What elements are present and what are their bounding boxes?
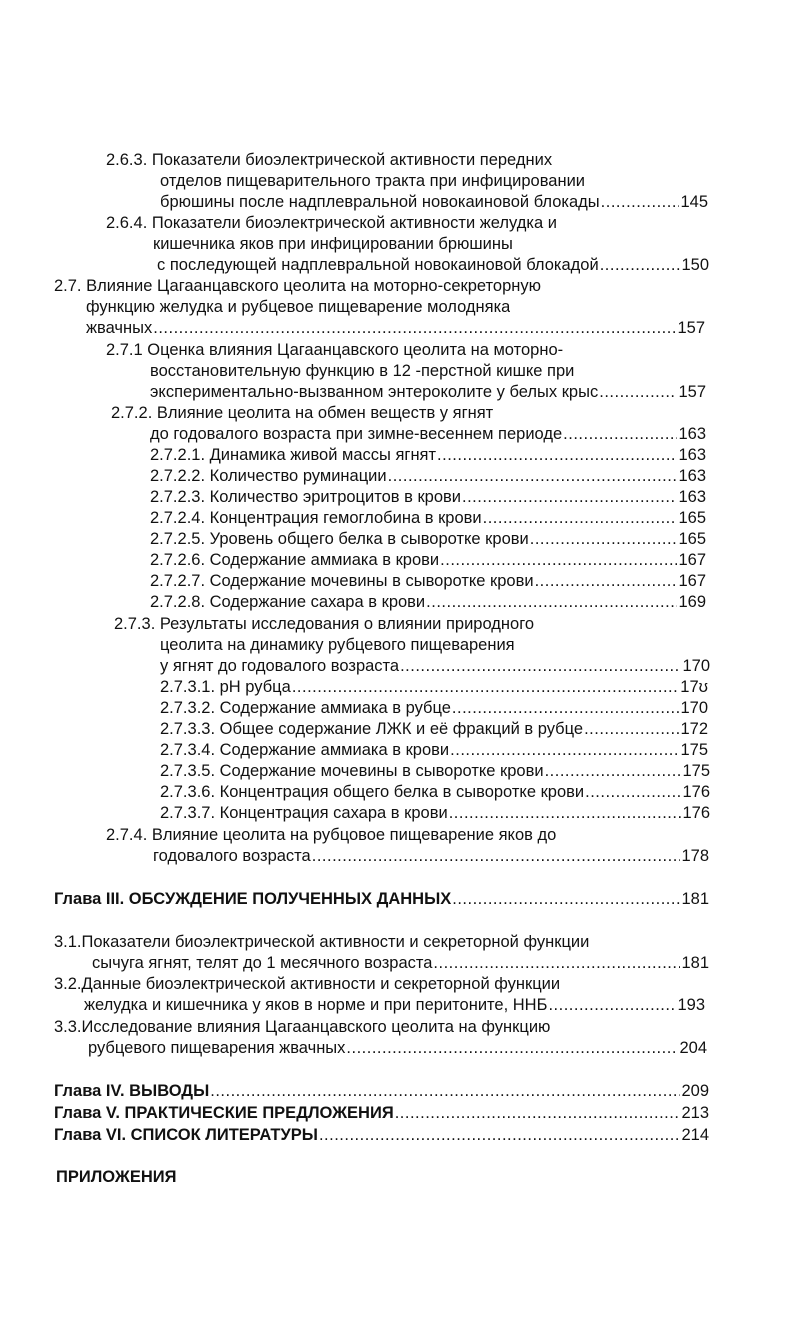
toc-entry-2-7-2-6[interactable]: [150, 550, 706, 571]
toc-entry-2-7-3-1[interactable]: [160, 677, 708, 698]
toc-line: цеолита на динамику рубцевого пищеварения: [160, 636, 515, 654]
toc-entry-title: Глава IV. ВЫВОДЫ: [54, 1082, 210, 1100]
toc-page-number: 165: [678, 509, 706, 527]
toc-page-number: 163: [678, 446, 706, 464]
dot-leader: [433, 953, 680, 974]
toc-entry-title: брюшины после надплевральной новокаиновой блокады: [160, 193, 600, 211]
toc-entry-title: 2.7.3.1. pH рубца: [160, 678, 291, 696]
dot-leader: [483, 508, 678, 529]
toc-page-number: 150: [681, 256, 709, 274]
toc-page-number: 209: [681, 1082, 709, 1100]
toc-entry-title: Глава VI. СПИСОК ЛИТЕРАТУРЫ: [54, 1126, 318, 1144]
toc-entry-2-6-4[interactable]: [157, 255, 709, 276]
toc-line: 2.7.3. Результаты исследования о влиянии природного: [114, 615, 535, 633]
toc-page-number: 178: [681, 847, 709, 865]
toc-page-number: 165: [678, 530, 706, 548]
toc-line: 3.2.Данные биоэлектрической активности и секреторной функции: [54, 975, 561, 993]
dot-leader: [548, 995, 676, 1016]
toc-page-number: 181: [681, 954, 709, 972]
toc-line: 2.7.4. Влияние цеолита на рубцовое пищеварение яков до: [106, 826, 557, 844]
dot-leader: [426, 592, 677, 613]
dot-leader: [449, 803, 682, 824]
toc-entry-title: Глава V. ПРАКТИЧЕСКИЕ ПРЕДЛОЖЕНИЯ: [54, 1104, 394, 1122]
toc-line: 3.3.Исследование влияния Цагаанцавского цеолита на функцию: [54, 1018, 551, 1036]
toc-entry-2-7-3-4[interactable]: [160, 740, 708, 761]
toc-entry-2-7-2-3[interactable]: [150, 487, 706, 508]
toc-entry-2-7-3-7[interactable]: [160, 803, 710, 824]
dot-leader: [319, 1125, 681, 1146]
toc-page-number: 204: [679, 1039, 707, 1057]
toc-entry-3-1[interactable]: [92, 953, 709, 974]
toc-entry-2-6-3[interactable]: [160, 192, 708, 213]
dot-leader: [585, 782, 681, 803]
toc-line: кишечника яков при инфицировании брюшины: [153, 235, 513, 253]
toc-entry-2-7-4[interactable]: [153, 846, 709, 867]
toc-entry-2-7-2-8[interactable]: [150, 592, 706, 613]
dot-leader: [545, 761, 682, 782]
toc-page-number: 17ʊ: [680, 678, 708, 696]
toc-page-number: 145: [680, 193, 708, 211]
dot-leader: [452, 889, 680, 910]
toc-page-number: 169: [678, 593, 706, 611]
dot-leader: [210, 1081, 680, 1102]
toc-entry-3-3[interactable]: [88, 1038, 707, 1059]
toc-entry-title: с последующей надплевральной новокаиновой блокадой: [157, 256, 599, 274]
toc-entry-title: 2.7.3.7. Концентрация сахара в крови: [160, 804, 448, 822]
toc-entry-title: 2.7.2.4. Концентрация гемоглобина в крови: [150, 509, 482, 527]
toc-page-number: 193: [677, 996, 705, 1014]
dot-leader: [400, 656, 681, 677]
toc-entry-2-7[interactable]: [86, 318, 705, 339]
dot-leader: [535, 571, 678, 592]
toc-entry-2-7-3-6[interactable]: [160, 782, 710, 803]
toc-line: 3.1.Показатели биоэлектрической активности и секреторной функции: [54, 933, 590, 951]
toc-page-number: 170: [682, 657, 710, 675]
toc-page-number: 167: [678, 572, 706, 590]
dot-leader: [312, 846, 681, 867]
toc-page-number: 163: [678, 488, 706, 506]
toc-page-number: 163: [678, 425, 706, 443]
toc-page-number: 175: [680, 741, 708, 759]
toc-entry-title: 2.7.2.1. Динамика живой массы ягнят: [150, 446, 437, 464]
toc-line: 2.6.3. Показатели биоэлектрической активности передних: [106, 151, 553, 169]
dot-leader: [599, 382, 677, 403]
toc-page-number: 170: [680, 699, 708, 717]
dot-leader: [563, 424, 677, 445]
toc-entry-2-7-2-7[interactable]: [150, 571, 706, 592]
dot-leader: [388, 466, 678, 487]
dot-leader: [395, 1103, 681, 1124]
toc-entry-title: сычуга ягнят, телят до 1 месячного возраста: [92, 954, 433, 972]
toc-entry-title: 2.7.2.8. Содержание сахара в крови: [150, 593, 426, 611]
dot-leader: [584, 719, 679, 740]
toc-entry-3-2[interactable]: [84, 995, 705, 1016]
toc-entry-2-7-2-5[interactable]: [150, 529, 706, 550]
toc-page-number: 163: [678, 467, 706, 485]
toc-entry-title: 2.7.3.5. Содержание мочевины в сыворотке крови: [160, 762, 544, 780]
toc-entry-2-7-2-1[interactable]: [150, 445, 706, 466]
toc-line: 2.7. Влияние Цагаанцавского цеолита на моторно-секреторную: [54, 277, 541, 295]
toc-entry-2-7-2[interactable]: [150, 424, 706, 445]
toc-entry-title: 2.7.3.4. Содержание аммиака в крови: [160, 741, 450, 759]
toc-chapter-4[interactable]: [54, 1081, 709, 1102]
toc-entry-2-7-3-5[interactable]: [160, 761, 710, 782]
dot-leader: [530, 529, 678, 550]
toc-page-number: 172: [680, 720, 708, 738]
dot-leader: [346, 1038, 678, 1059]
toc-page-number: 167: [678, 551, 706, 569]
toc-entry-title: 2.7.3.6. Концентрация общего белка в сыворотке крови: [160, 783, 585, 801]
toc-entry-title: 2.7.2.2. Количество руминации: [150, 467, 387, 485]
toc-entry-2-7-3[interactable]: [160, 656, 710, 677]
toc-appendix[interactable]: ПРИЛОЖЕНИЯ: [56, 1168, 177, 1186]
toc-entry-title: до годовалого возраста при зимне-весеннем периоде: [150, 425, 563, 443]
toc-entry-title: 2.7.2.3. Количество эритроцитов в крови: [150, 488, 462, 506]
dot-leader: [601, 192, 680, 213]
toc-chapter-6[interactable]: [54, 1125, 709, 1146]
toc-line: отделов пищеварительного тракта при инфицировании: [160, 172, 586, 190]
dot-leader: [450, 740, 679, 761]
toc-line: 2.6.4. Показатели биоэлектрической активности желудка и: [106, 214, 557, 232]
toc-entry-2-7-3-3[interactable]: [160, 719, 708, 740]
toc-entry-title: рубцевого пищеварения жвачных: [88, 1039, 346, 1057]
toc-entry-title: у ягнят до годовалого возраста: [160, 657, 400, 675]
toc-page-number: 176: [682, 804, 710, 822]
dot-leader: [452, 698, 680, 719]
toc-line: 2.7.1 Оценка влияния Цагаанцавского цеолита на моторно-: [106, 341, 564, 359]
toc-entry-2-7-1[interactable]: [150, 382, 706, 403]
toc-page-number: 176: [682, 783, 710, 801]
toc-entry-title: годовалого возраста: [153, 847, 311, 865]
toc-page-number: 181: [681, 890, 709, 908]
dot-leader: [600, 255, 681, 276]
dot-leader: [153, 318, 676, 339]
toc-line: восстановительную функцию в 12 -перстной кишке при: [150, 362, 575, 380]
dot-leader: [437, 445, 677, 466]
toc-entry-title: Глава III. ОБСУЖДЕНИЕ ПОЛУЧЕННЫХ ДАННЫХ: [54, 890, 452, 908]
toc-entry-title: 2.7.2.7. Содержание мочевины в сыворотке крови: [150, 572, 534, 590]
toc-entry-2-7-2-2[interactable]: [150, 466, 706, 487]
toc-entry-2-7-2-4[interactable]: [150, 508, 706, 529]
toc-line: 2.7.2. Влияние цеолита на обмен веществ у ягнят: [111, 404, 494, 422]
toc-entry-title: 2.7.3.2. Содержание аммиака в рубце: [160, 699, 451, 717]
dot-leader: [440, 550, 677, 571]
toc-page-number: 214: [681, 1126, 709, 1144]
toc-entry-title: жвачных: [86, 319, 153, 337]
dot-leader: [292, 677, 679, 698]
toc-entry-title: 2.7.3.3. Общее содержание ЛЖК и её фракций в рубце: [160, 720, 584, 738]
toc-entry-title: 2.7.2.6. Содержание аммиака в крови: [150, 551, 440, 569]
toc-entry-title: 2.7.2.5. Уровень общего белка в сыворотке крови: [150, 530, 529, 548]
toc-chapter-5[interactable]: [54, 1103, 709, 1124]
toc-page-number: 157: [678, 383, 706, 401]
toc-entry-2-7-3-2[interactable]: [160, 698, 708, 719]
toc-entry-title: экспериментально-вызванном энтероколите у белых крыс: [150, 383, 599, 401]
dot-leader: [462, 487, 677, 508]
toc-page-number: 213: [681, 1104, 709, 1122]
toc-chapter-3[interactable]: [54, 889, 709, 910]
toc-page-number: 175: [682, 762, 710, 780]
toc-page-number: 157: [677, 319, 705, 337]
toc-line: функцию желудка и рубцевое пищеварение молодняка: [86, 298, 511, 316]
toc-entry-title: желудка и кишечника у яков в норме и при перитоните, ННБ: [84, 996, 548, 1014]
